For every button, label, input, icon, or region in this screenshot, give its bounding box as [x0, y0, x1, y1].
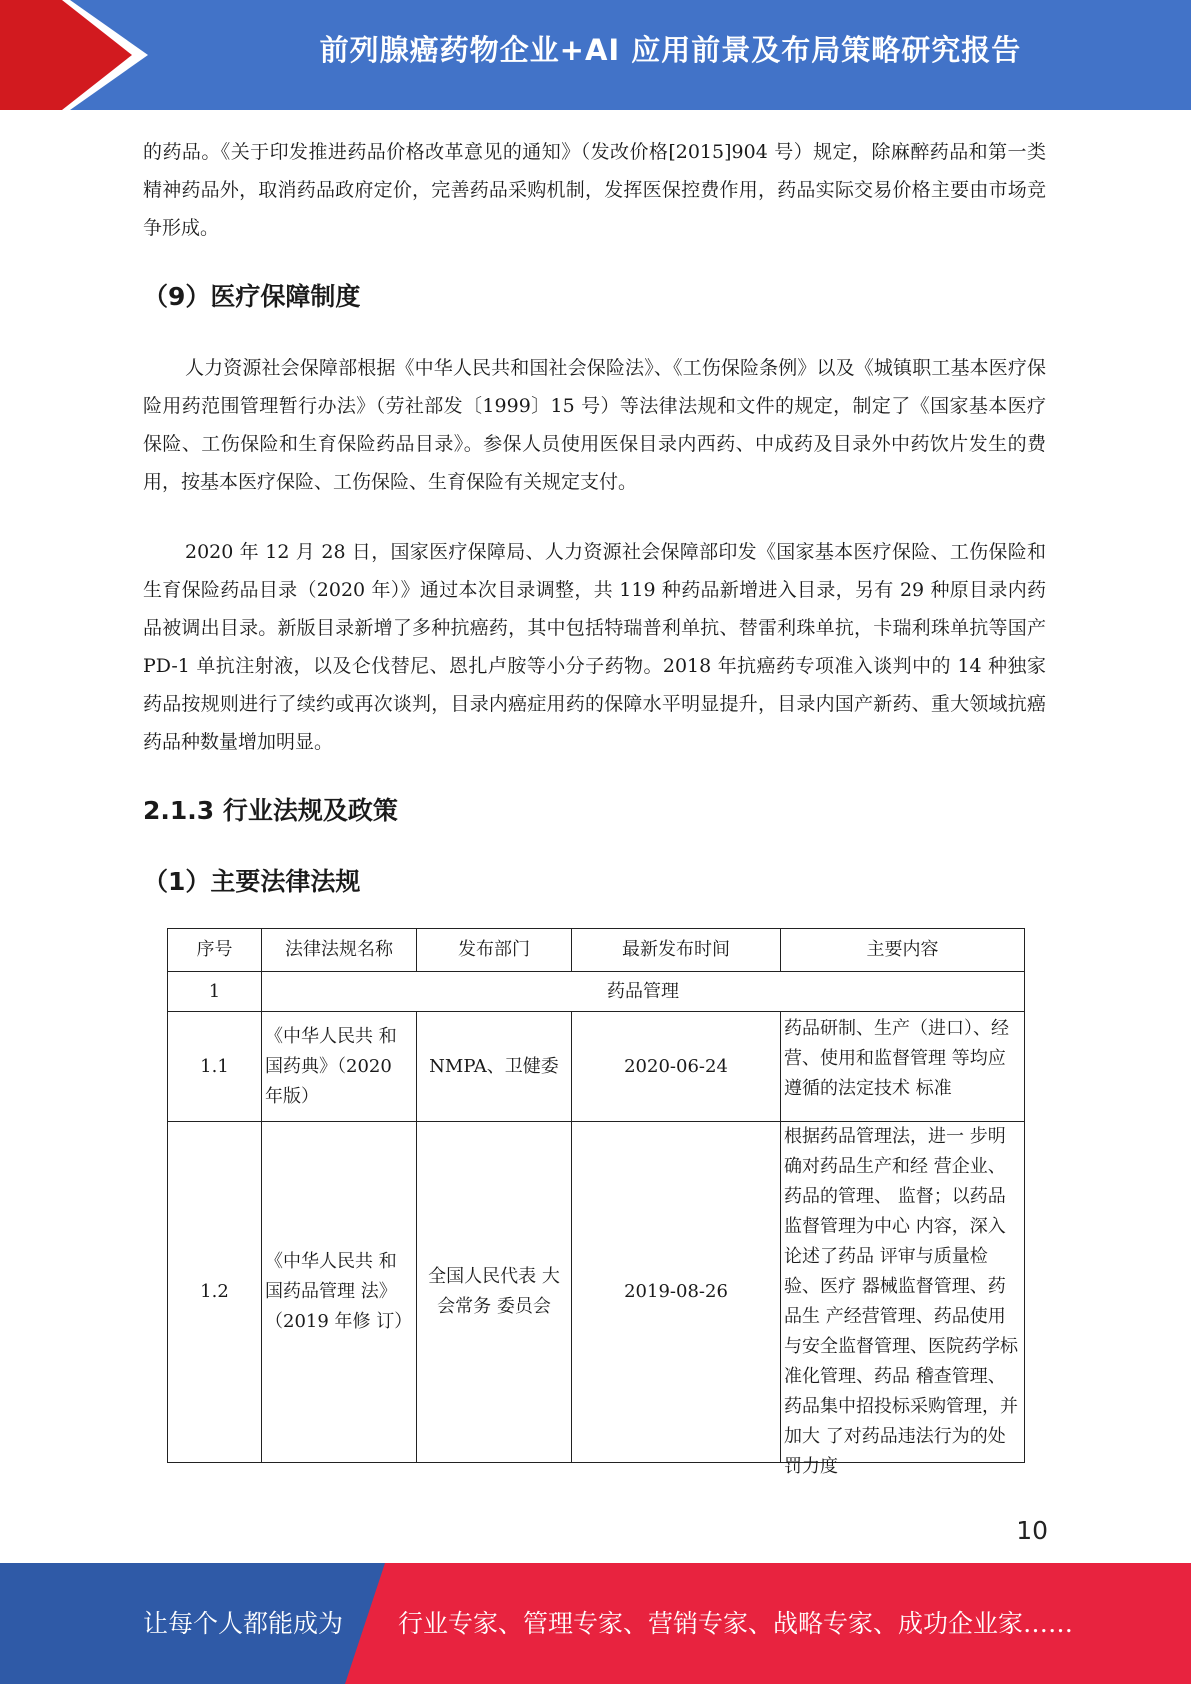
table-group-row: [168, 972, 1025, 1012]
paragraph-2020-catalog: 2020 年 12 月 28 日，国家医疗保障局、人力资源社会保障部印发《国家基本医疗保险、工伤保险和生育保险药品目录（2020 年）》通过本次目录调整，共 119 种药品新增进入目录，另有 29 种原目录内药品被调出目录。新版目录新增了多种抗癌药，其中包括特瑞普利单抗、替雷利珠单抗，卡瑞利珠单抗等国产 PD-1 单抗注射液，以及仑伐替尼、恩扎卢胺等小分子药物。2018 年抗癌药专项准入谈判中的 14 种独家药品按规则进行了续约或再次谈判，目录内癌症用药的保障水平明显提升，目录内国产新药、重大领域抗癌药品种数量增加明显。: [143, 541, 1046, 753]
col-header-date: 最新发布时间: [572, 929, 781, 972]
col-header-content: 主要内容: [781, 929, 1025, 972]
laws-table: [167, 928, 1025, 1477]
row-date: 2019-08-26: [572, 1122, 781, 1463]
footer-slogan-left: 让每个人都能成为: [143, 1609, 344, 1638]
footer-slogan-right: 行业专家、管理专家、营销专家、战略专家、成功企业家……: [398, 1609, 1074, 1638]
group-label: 药品管理: [262, 972, 1025, 1012]
page-footer: [0, 1563, 1191, 1684]
table-row: [168, 1012, 1025, 1122]
paragraph-drug-pricing: 的药品。《关于印发推进药品价格改革意见的通知》（发改价格[2015]904 号）规定，除麻醉药品和第一类精神药品外，取消药品政府定价，完善药品采购机制，发挥医保控费作用，药品实际交易价格主要由市场竞争形成。: [143, 141, 1046, 239]
header-chevron-graphic: [0, 0, 200, 110]
paragraph-insurance-catalog: 人力资源社会保障部根据《中华人民共和国社会保险法》、《工伤保险条例》以及《城镇职工基本医疗保险用药范围管理暂行办法》（劳社部发〔1999〕15 号）等法律法规和文件的规定，制定了《国家基本医疗保险、工伤保险和生育保险药品目录》。参保人员使用医保目录内西药、中成药及目录外中药饮片发生的费用，按基本医疗保险、工伤保险、生育保险有关规定支付。: [143, 357, 1046, 493]
heading-main-laws: （1）主要法律法规: [143, 867, 361, 896]
row-name: 《中华人民共 和国药典》（2020 年版）: [262, 1012, 417, 1122]
col-header-dept: 发布部门: [417, 929, 572, 972]
col-header-name: 法律法规名称: [262, 929, 417, 972]
table-header-row: [168, 929, 1025, 972]
row-dept: NMPA、卫健委: [417, 1012, 572, 1122]
row-dept: 全国人民代表 大会常务 委员会: [417, 1122, 572, 1463]
row-no: 1.2: [168, 1122, 262, 1463]
row-name: 《中华人民共 和国药品管理 法》（2019 年修 订）: [262, 1122, 417, 1463]
page-number: 10: [1016, 1516, 1048, 1545]
row-content-cell: [781, 1122, 1025, 1477]
page-header: [0, 0, 1191, 110]
row-date: 2020-06-24: [572, 1012, 781, 1122]
table-row: [168, 1122, 1025, 1463]
row-no: 1.1: [168, 1012, 262, 1122]
heading-regulations: 2.1.3 行业法规及政策: [143, 796, 398, 825]
report-title: 前列腺癌药物企业+AI 应用前景及布局策略研究报告: [319, 33, 1022, 67]
group-no: 1: [168, 972, 262, 1012]
row-content: 根据药品管理法，进一 步明确对药品生产和经 营企业、药品的管理、 监督；以药品监督管理为中心 内容，深入论述了药品 评审与质量检验、医疗 器械监督管理、药品生 产经营管理、药品使用 与安全监督管理、医院药学标准化管理、药品 稽查管理、药品集中招投标采购管理，并加大 了对药品违法行为的处 罚力度: [784, 1126, 1018, 1477]
row-content: 药品研制、生产（进口）、经营、使用和监督管理 等均应遵循的法定技术 标准: [781, 1012, 1025, 1122]
col-header-no: 序号: [168, 929, 262, 972]
heading-medical-insurance: （9）医疗保障制度: [143, 282, 361, 311]
